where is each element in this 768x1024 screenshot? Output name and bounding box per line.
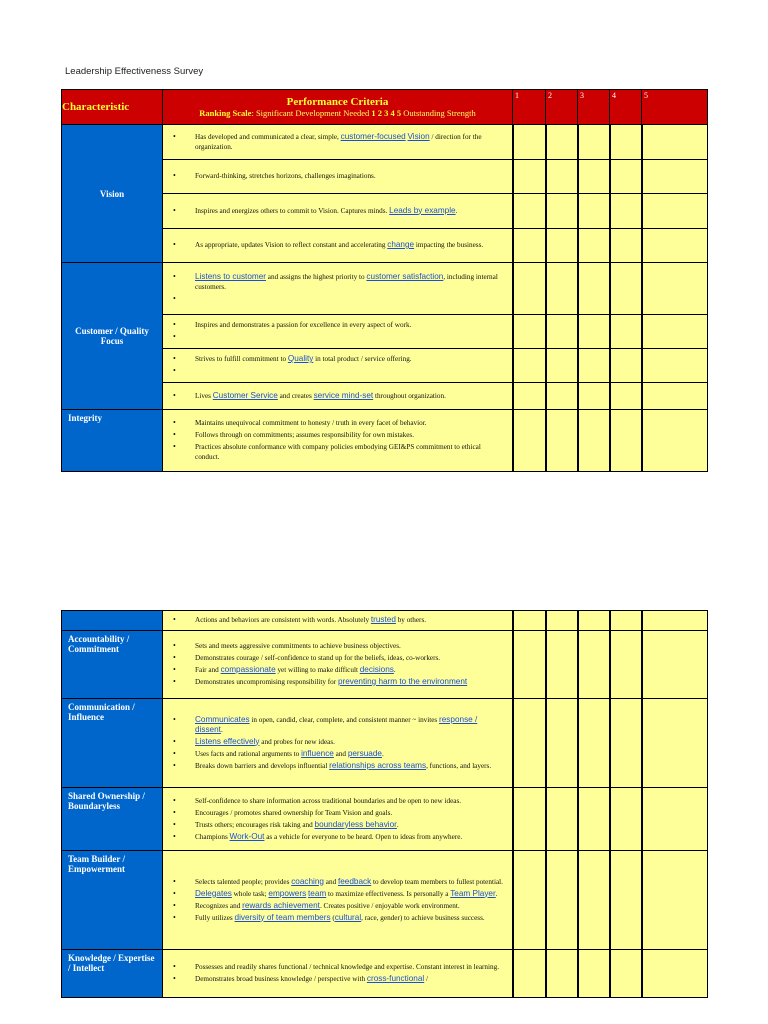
criteria-cell bbox=[163, 125, 513, 160]
criteria-link[interactable]: empowers bbox=[268, 888, 307, 898]
score-cell-5[interactable] bbox=[642, 194, 708, 229]
criteria-list bbox=[173, 615, 506, 625]
criteria-text: Actions and behaviors are consistent with words. Absolutely bbox=[195, 616, 371, 624]
score-cell-1[interactable] bbox=[513, 788, 546, 851]
table-row bbox=[62, 125, 708, 160]
criteria-list bbox=[173, 240, 506, 250]
score-cell-5[interactable] bbox=[642, 699, 708, 788]
score-cell-1[interactable] bbox=[513, 851, 546, 950]
characteristic-vision: Vision bbox=[62, 125, 163, 263]
criteria-text: Trusts others; encourages risk taking and bbox=[195, 820, 315, 829]
criteria-list bbox=[173, 132, 506, 152]
characteristic-customer-quality-focus: Customer / Quality Focus bbox=[62, 263, 163, 410]
criteria-text: by others. bbox=[395, 616, 427, 624]
criteria-link[interactable]: preventing harm to the environment bbox=[337, 677, 468, 686]
criteria-item bbox=[173, 294, 506, 304]
criteria-cell bbox=[163, 229, 513, 263]
characteristic-communication-influence: Communication / Influence bbox=[62, 699, 163, 788]
criteria-link[interactable]: Listens to customer bbox=[195, 272, 266, 281]
characteristic-integrity: Integrity bbox=[62, 410, 163, 472]
criteria-link[interactable]: Customer Service bbox=[212, 390, 278, 400]
score-cell-3[interactable] bbox=[578, 125, 610, 160]
criteria-text: Lives bbox=[195, 391, 213, 400]
criteria-cell bbox=[163, 611, 513, 631]
criteria-text: Uses facts and rational arguments to bbox=[195, 749, 302, 758]
criteria-link[interactable]: cultural bbox=[334, 912, 362, 922]
score-cell-2[interactable] bbox=[546, 950, 578, 998]
score-cell-2[interactable] bbox=[546, 349, 578, 383]
criteria-item bbox=[173, 171, 506, 181]
score-cell-4[interactable] bbox=[610, 699, 642, 788]
criteria-item bbox=[173, 430, 506, 440]
criteria-link[interactable]: rewards achievement bbox=[242, 900, 320, 910]
criteria-item bbox=[173, 366, 506, 376]
criteria-text: . bbox=[495, 889, 498, 898]
criteria-item bbox=[173, 665, 506, 675]
criteria-text: Fully utilizes bbox=[195, 913, 235, 922]
criteria-item bbox=[173, 974, 506, 984]
criteria-item bbox=[173, 442, 506, 462]
score-cell-3[interactable] bbox=[578, 611, 610, 631]
criteria-link[interactable]: coaching bbox=[291, 876, 324, 886]
score-cell-1[interactable] bbox=[513, 611, 546, 631]
score-cell-4[interactable] bbox=[610, 263, 642, 315]
criteria-text: Demonstrates broad business knowledge / perspective with bbox=[195, 975, 367, 983]
table-row bbox=[62, 263, 708, 315]
criteria-link[interactable]: decisions bbox=[359, 665, 394, 674]
score-cell-4[interactable] bbox=[610, 611, 642, 631]
criteria-text: . bbox=[455, 206, 458, 215]
criteria-item bbox=[173, 877, 506, 887]
score-cell-3[interactable] bbox=[578, 383, 610, 410]
criteria-link[interactable]: feedback bbox=[337, 876, 372, 886]
criteria-cell bbox=[163, 410, 513, 472]
criteria-text: Possesses and readily shares functional / technical knowledge and expertise. Constant interest in learning. bbox=[195, 963, 499, 971]
score-cell-1[interactable] bbox=[513, 229, 546, 263]
criteria-cell bbox=[163, 194, 513, 229]
criteria-list bbox=[173, 272, 506, 304]
criteria-link[interactable]: persuade bbox=[347, 748, 382, 758]
table-header-row bbox=[62, 90, 708, 125]
ranking-scale-label: Ranking Scale bbox=[199, 108, 252, 118]
criteria-link[interactable]: relationships across teams bbox=[329, 760, 427, 770]
criteria-item bbox=[173, 715, 506, 735]
criteria-item bbox=[173, 808, 506, 818]
characteristic-knowledge-expertise-intellect: Knowledge / Expertise / Intellect bbox=[62, 950, 163, 998]
criteria-list bbox=[173, 715, 506, 771]
table-row bbox=[62, 410, 708, 472]
criteria-link[interactable]: response / dissent bbox=[195, 714, 478, 734]
criteria-text: yet willing to make difficult bbox=[275, 666, 360, 674]
criteria-text: ( bbox=[330, 913, 335, 922]
criteria-text: Has developed and communicated a clear, simple, bbox=[195, 132, 341, 141]
criteria-cell bbox=[163, 160, 513, 194]
criteria-link[interactable]: customer satisfaction bbox=[366, 272, 444, 281]
criteria-text: Champions bbox=[195, 832, 230, 841]
criteria-list bbox=[173, 320, 506, 342]
criteria-text: in open, candid, clear, complete, and consistent manner ~ invites bbox=[249, 715, 440, 724]
criteria-list bbox=[173, 354, 506, 376]
criteria-cell bbox=[163, 315, 513, 349]
score-cell-5[interactable] bbox=[642, 410, 708, 472]
score-cell-2[interactable] bbox=[546, 383, 578, 410]
document-title: Leadership Effectiveness Survey bbox=[65, 66, 204, 77]
score-cell-1[interactable] bbox=[513, 383, 546, 410]
criteria-item bbox=[173, 132, 506, 152]
criteria-text: as a vehicle for everyone to be heard. Open to ideas from anywhere. bbox=[264, 832, 463, 841]
score-header-2: 2 bbox=[546, 90, 578, 125]
criteria-item bbox=[173, 272, 506, 292]
table-row bbox=[62, 788, 708, 851]
criteria-item bbox=[173, 320, 506, 330]
criteria-item bbox=[173, 749, 506, 759]
score-cell-3[interactable] bbox=[578, 699, 610, 788]
criteria-cell bbox=[163, 349, 513, 383]
score-cell-4[interactable] bbox=[610, 349, 642, 383]
criteria-cell bbox=[163, 263, 513, 315]
characteristic-blank bbox=[62, 611, 163, 631]
criteria-cell bbox=[163, 631, 513, 699]
criteria-text: . bbox=[393, 666, 396, 674]
criteria-link[interactable]: diversity of team members bbox=[234, 912, 331, 922]
table-row bbox=[62, 611, 708, 631]
score-cell-2[interactable] bbox=[546, 229, 578, 263]
criteria-text: Sets and meets aggressive commitments to achieve business objectives. bbox=[195, 642, 401, 650]
score-cell-5[interactable] bbox=[642, 851, 708, 950]
criteria-text: Self-confidence to share information across traditional boundaries and be open to new ideas. bbox=[195, 796, 462, 805]
criteria-link[interactable]: Communicates bbox=[195, 714, 250, 724]
criteria-text: As appropriate, updates Vision to reflect constant and accelerating bbox=[195, 241, 388, 249]
criteria-text: / direction for the organization. bbox=[195, 132, 482, 151]
score-cell-5[interactable] bbox=[642, 125, 708, 160]
score-cell-1[interactable] bbox=[513, 194, 546, 229]
criteria-link[interactable]: service mind-set bbox=[313, 390, 374, 400]
score-cell-4[interactable] bbox=[610, 160, 642, 194]
criteria-item bbox=[173, 677, 506, 687]
criteria-link[interactable]: trusted bbox=[370, 615, 396, 624]
score-header-3: 3 bbox=[578, 90, 610, 125]
criteria-text: , race, gender) to achieve business success. bbox=[361, 913, 485, 922]
criteria-cell bbox=[163, 788, 513, 851]
criteria-text: , functions, and layers. bbox=[426, 761, 492, 770]
score-cell-1[interactable] bbox=[513, 315, 546, 349]
criteria-item bbox=[173, 737, 506, 747]
score-cell-2[interactable] bbox=[546, 699, 578, 788]
criteria-text: Demonstrates uncompromising responsibility for bbox=[195, 678, 338, 686]
ranking-scale-numbers: 1 2 3 4 5 bbox=[371, 108, 402, 118]
score-cell-3[interactable] bbox=[578, 263, 610, 315]
criteria-item bbox=[173, 889, 506, 899]
score-cell-4[interactable] bbox=[610, 851, 642, 950]
criteria-text: Strives to fulfill commitment to bbox=[195, 355, 288, 363]
score-cell-5[interactable] bbox=[642, 160, 708, 194]
score-cell-5[interactable] bbox=[642, 383, 708, 410]
score-cell-4[interactable] bbox=[610, 194, 642, 229]
survey-table-page-1 bbox=[61, 89, 708, 472]
criteria-text: and assigns the highest priority to bbox=[266, 273, 367, 281]
criteria-text: to maximize effectiveness. Is personally a bbox=[326, 889, 451, 898]
criteria-item bbox=[173, 901, 506, 911]
criteria-text: Inspires and demonstrates a passion for excellence in every aspect of work. bbox=[195, 321, 412, 329]
score-header-1: 1 bbox=[513, 90, 546, 125]
score-cell-5[interactable] bbox=[642, 950, 708, 998]
criteria-text: and probes for new ideas. bbox=[259, 737, 335, 746]
criteria-link[interactable]: cross-functional bbox=[366, 974, 425, 983]
criteria-list bbox=[173, 391, 506, 401]
score-cell-5[interactable] bbox=[642, 229, 708, 263]
score-cell-1[interactable] bbox=[513, 950, 546, 998]
score-cell-3[interactable] bbox=[578, 851, 610, 950]
score-header-4: 4 bbox=[610, 90, 642, 125]
table-row bbox=[62, 631, 708, 699]
score-cell-4[interactable] bbox=[610, 631, 642, 699]
criteria-text: to develop team members to fullest potential. bbox=[371, 877, 503, 886]
score-cell-4[interactable] bbox=[610, 383, 642, 410]
criteria-item bbox=[173, 240, 506, 250]
criteria-text: Maintains unequivocal commitment to honesty / truth in every facet of behavior. bbox=[195, 419, 427, 427]
criteria-link[interactable]: Listens effectively bbox=[195, 736, 260, 746]
criteria-text: Follows through on commitments; assumes responsibility for own mistakes. bbox=[195, 431, 415, 439]
criteria-item bbox=[173, 332, 506, 342]
score-cell-4[interactable] bbox=[610, 125, 642, 160]
score-cell-1[interactable] bbox=[513, 125, 546, 160]
score-cell-1[interactable] bbox=[513, 631, 546, 699]
score-cell-5[interactable] bbox=[642, 631, 708, 699]
criteria-text: Practices absolute conformance with company policies embodying GEI&PS commitment to ethical conduct. bbox=[195, 443, 481, 461]
score-cell-2[interactable] bbox=[546, 194, 578, 229]
criteria-text: throughout organization. bbox=[373, 391, 446, 400]
criteria-text: impacting the business. bbox=[414, 241, 484, 249]
performance-criteria-header bbox=[163, 90, 513, 125]
criteria-text: Recognizes and bbox=[195, 901, 243, 910]
score-cell-3[interactable] bbox=[578, 788, 610, 851]
criteria-item bbox=[173, 206, 506, 216]
table-row bbox=[62, 950, 708, 998]
criteria-text: , including internal customers. bbox=[195, 273, 498, 291]
score-cell-3[interactable] bbox=[578, 631, 610, 699]
score-cell-2[interactable] bbox=[546, 125, 578, 160]
score-cell-5[interactable] bbox=[642, 263, 708, 315]
score-cell-4[interactable] bbox=[610, 410, 642, 472]
score-cell-2[interactable] bbox=[546, 851, 578, 950]
score-cell-5[interactable] bbox=[642, 788, 708, 851]
score-cell-3[interactable] bbox=[578, 349, 610, 383]
score-cell-5[interactable] bbox=[642, 315, 708, 349]
criteria-list bbox=[173, 206, 506, 216]
score-cell-4[interactable] bbox=[610, 788, 642, 851]
score-cell-5[interactable] bbox=[642, 349, 708, 383]
score-cell-4[interactable] bbox=[610, 950, 642, 998]
characteristic-shared-ownership-boundaryless: Shared Ownership / Boundaryless bbox=[62, 788, 163, 851]
criteria-item bbox=[173, 962, 506, 972]
criteria-item bbox=[173, 796, 506, 806]
criteria-text: . bbox=[396, 820, 399, 829]
criteria-cell bbox=[163, 851, 513, 950]
score-cell-1[interactable] bbox=[513, 263, 546, 315]
criteria-item bbox=[173, 832, 506, 842]
criteria-item bbox=[173, 653, 506, 663]
criteria-text: and creates bbox=[277, 391, 314, 400]
ranking-scale bbox=[163, 108, 512, 118]
criteria-item bbox=[173, 615, 506, 625]
criteria-cell bbox=[163, 383, 513, 410]
score-cell-3[interactable] bbox=[578, 160, 610, 194]
criteria-link[interactable]: Vision bbox=[407, 131, 430, 141]
criteria-item bbox=[173, 391, 506, 401]
criteria-text: . bbox=[381, 749, 384, 758]
criteria-item bbox=[173, 641, 506, 651]
criteria-list bbox=[173, 641, 506, 687]
criteria-link[interactable]: influence bbox=[301, 748, 334, 758]
criteria-text: and bbox=[323, 877, 338, 886]
criteria-item bbox=[173, 913, 506, 923]
score-cell-2[interactable] bbox=[546, 410, 578, 472]
criteria-link[interactable]: team bbox=[307, 888, 327, 898]
score-cell-3[interactable] bbox=[578, 315, 610, 349]
score-cell-3[interactable] bbox=[578, 950, 610, 998]
score-cell-1[interactable] bbox=[513, 699, 546, 788]
performance-criteria-title: Performance Criteria bbox=[286, 96, 389, 108]
criteria-text: whole task; bbox=[231, 889, 269, 898]
score-cell-2[interactable] bbox=[546, 315, 578, 349]
score-cell-1[interactable] bbox=[513, 349, 546, 383]
criteria-item bbox=[173, 820, 506, 830]
criteria-list bbox=[173, 171, 506, 181]
criteria-link[interactable]: customer-focused bbox=[340, 131, 406, 141]
criteria-text: Fair and bbox=[195, 666, 221, 674]
score-cell-3[interactable] bbox=[578, 410, 610, 472]
score-cell-4[interactable] bbox=[610, 229, 642, 263]
criteria-text: . Creates positive / enjoyable work environment. bbox=[319, 901, 460, 910]
criteria-text: Selects talented people; provides bbox=[195, 877, 292, 886]
criteria-link[interactable]: Quality bbox=[287, 354, 314, 363]
criteria-link[interactable]: Leads by example bbox=[389, 205, 456, 215]
criteria-link[interactable]: compassionate bbox=[220, 665, 276, 674]
score-header-5: 5 bbox=[642, 90, 708, 125]
criteria-text: Forward-thinking, stretches horizons, challenges imaginations. bbox=[195, 172, 376, 180]
criteria-item bbox=[173, 761, 506, 771]
criteria-text: / bbox=[424, 975, 429, 983]
score-cell-1[interactable] bbox=[513, 160, 546, 194]
criteria-link[interactable]: Team Player bbox=[450, 888, 496, 898]
criteria-cell bbox=[163, 699, 513, 788]
criteria-list bbox=[173, 418, 506, 462]
score-cell-4[interactable] bbox=[610, 315, 642, 349]
criteria-link[interactable]: Work-Out bbox=[229, 831, 265, 841]
characteristic-header: Characteristic bbox=[62, 90, 163, 125]
score-cell-3[interactable] bbox=[578, 194, 610, 229]
score-cell-2[interactable] bbox=[546, 611, 578, 631]
criteria-list bbox=[173, 962, 506, 984]
criteria-item bbox=[173, 418, 506, 428]
score-cell-2[interactable] bbox=[546, 788, 578, 851]
criteria-text: in total product / service offering. bbox=[313, 355, 412, 363]
survey-table-page-2 bbox=[61, 610, 708, 998]
score-cell-5[interactable] bbox=[642, 611, 708, 631]
score-cell-2[interactable] bbox=[546, 160, 578, 194]
criteria-cell bbox=[163, 950, 513, 998]
criteria-link[interactable]: boundaryless behavior bbox=[314, 819, 397, 829]
table-row bbox=[62, 851, 708, 950]
criteria-list bbox=[173, 877, 506, 923]
criteria-text: Inspires and energizes others to commit to Vision. Captures minds. bbox=[195, 206, 390, 215]
table-row bbox=[62, 699, 708, 788]
criteria-text: and bbox=[333, 749, 348, 758]
score-cell-1[interactable] bbox=[513, 410, 546, 472]
score-cell-3[interactable] bbox=[578, 229, 610, 263]
criteria-link[interactable]: change bbox=[387, 240, 415, 249]
score-cell-2[interactable] bbox=[546, 263, 578, 315]
characteristic-team-builder-empowerment: Team Builder / Empowerment bbox=[62, 851, 163, 950]
criteria-item bbox=[173, 354, 506, 364]
criteria-text: Demonstrates courage / self-confidence to stand up for the beliefs, ideas, co-workers. bbox=[195, 654, 441, 662]
criteria-text: Encourages / promotes shared ownership for Team Vision and goals. bbox=[195, 808, 393, 817]
criteria-list bbox=[173, 796, 506, 842]
ranking-scale-high: Outstanding Strength bbox=[403, 108, 476, 118]
ranking-scale-low: : Significant Development Needed bbox=[251, 108, 370, 118]
criteria-text: Breaks down barriers and develops influential bbox=[195, 761, 330, 770]
characteristic-accountability-commitment: Accountability / Commitment bbox=[62, 631, 163, 699]
criteria-link[interactable]: Delegates bbox=[195, 888, 232, 898]
score-cell-2[interactable] bbox=[546, 631, 578, 699]
criteria-text: . bbox=[220, 725, 223, 734]
